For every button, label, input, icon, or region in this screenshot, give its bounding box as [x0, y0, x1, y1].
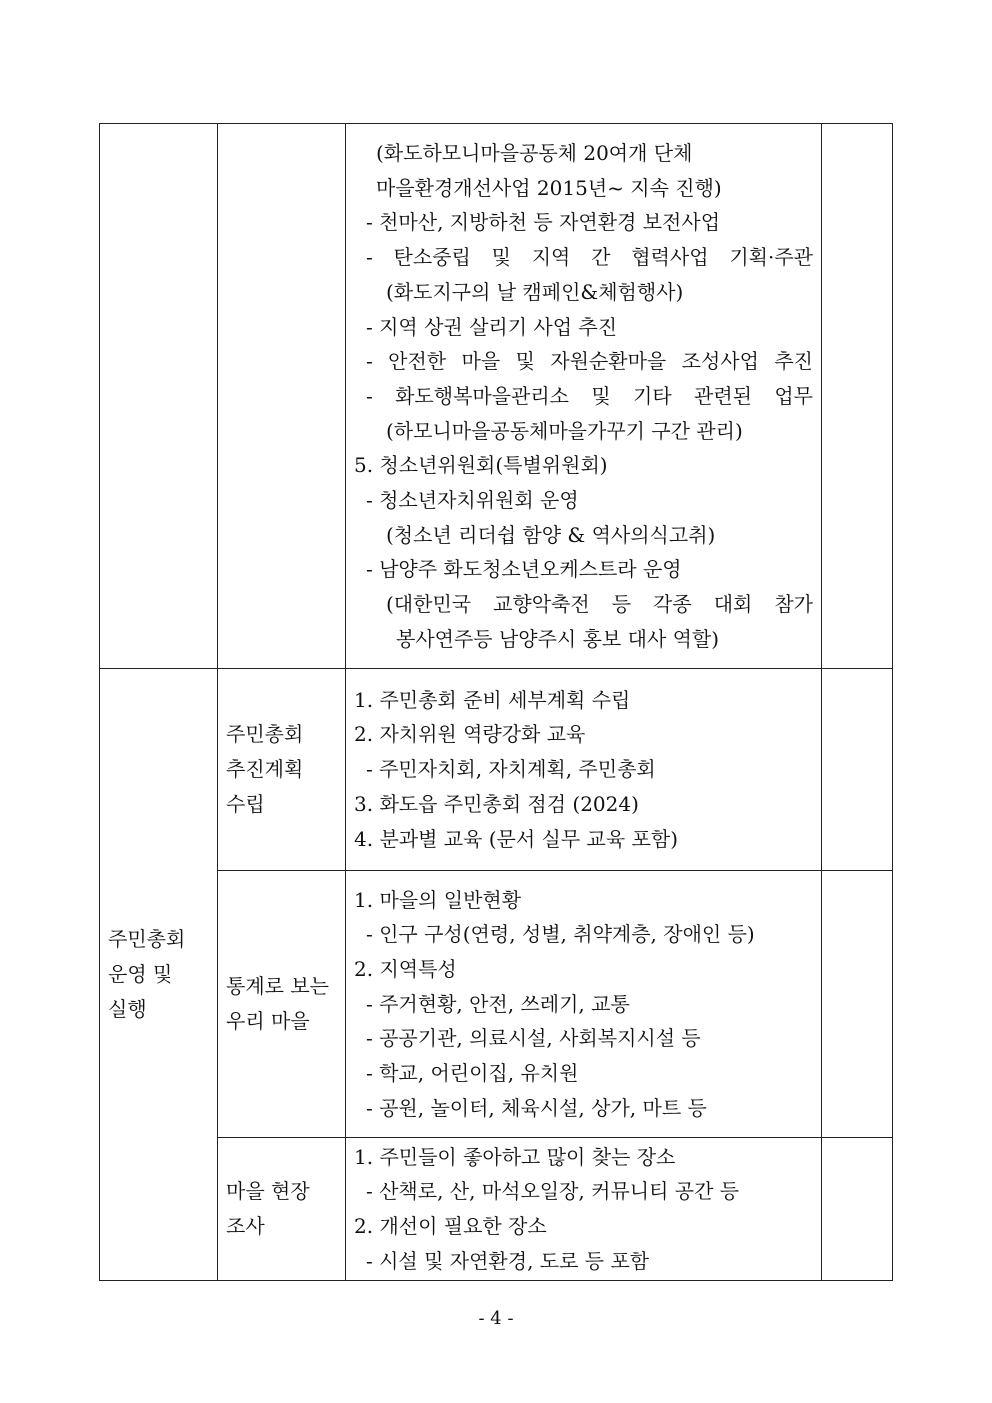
subcategory-label-line: 주민총회: [226, 722, 304, 747]
table-row: [100, 1138, 893, 1281]
content-line: (화도하모니마을공동체 20여개 단체: [376, 141, 693, 165]
content-line: - 천마산, 지방하천 등 자연환경 보전사업: [366, 210, 721, 235]
subcategory-label-line: 우리 마을: [226, 1009, 310, 1033]
category-label-line: 실행: [108, 996, 147, 1021]
subcategory-cell: [218, 871, 346, 1138]
content-line: 3. 화도읍 주민총회 점검 (2024): [354, 791, 639, 816]
subcategory-cell: [218, 124, 346, 669]
category-label-line: 주민총회: [108, 927, 186, 952]
category-label-line: 운영 및: [108, 962, 173, 987]
content-line: (대한민국 교향악축전 등 각종 대회 참가: [386, 592, 813, 617]
document-table: [99, 123, 893, 1281]
content-cell: [346, 871, 822, 1138]
content-line: - 주민자치회, 자치계획, 주민총회: [366, 757, 656, 782]
content-line: - 지역 상권 살리기 사업 추진: [366, 314, 618, 339]
content-line: - 탄소중립 및 지역 간 협력사업 기획·주관: [366, 245, 813, 270]
content-line: - 청소년자치위원회 운영: [366, 488, 579, 513]
table-row: [100, 669, 893, 871]
subcategory-label-line: 조사: [226, 1214, 265, 1238]
content-line: - 산책로, 산, 마석오일장, 커뮤니티 공간 등: [366, 1179, 740, 1204]
content-cell: [346, 124, 822, 669]
subcategory-label-line: 마을 현장: [226, 1179, 310, 1204]
content-line: - 주거현황, 안전, 쓰레기, 교통: [366, 991, 630, 1016]
content-line: 5. 청소년위원회(특별위원회): [354, 453, 608, 478]
category-cell: [100, 124, 218, 669]
content-line: - 화도행복마을관리소 및 기타 관련된 업무: [366, 383, 813, 408]
page-number: - 4 -: [478, 1308, 514, 1329]
content-line: 1. 마을의 일반현황: [354, 887, 522, 912]
table-row: [100, 124, 893, 669]
content-line: (화도지구의 날 캠페인&체험행사): [386, 279, 684, 304]
remarks-cell: [822, 871, 893, 1138]
remarks-cell: [822, 669, 893, 871]
table-row: [100, 871, 893, 1138]
content-line: 1. 주민총회 준비 세부계획 수립: [354, 687, 631, 712]
subcategory-cell: [218, 669, 346, 871]
subcategory-label-line: 추진계획: [226, 757, 304, 782]
content-line: - 시설 및 자연환경, 도로 등 포함: [366, 1248, 650, 1273]
content-line: (청소년 리더쉽 함양 & 역사의식고취): [386, 522, 716, 547]
subcategory-label-line: 수립: [226, 791, 265, 816]
content-line: 1. 주민들이 좋아하고 많이 찾는 장소: [354, 1144, 676, 1169]
content-cell: [346, 669, 822, 871]
content-line: - 안전한 마을 및 자원순환마을 조성사업 추진: [366, 349, 813, 374]
content-line: 마을환경개선사업 2015년~ 지속 진행): [376, 175, 722, 200]
category-cell: [100, 669, 218, 1281]
content-line: 봉사연주등 남양주시 홍보 대사 역할): [396, 626, 720, 651]
content-line: - 인구 구성(연령, 성별, 취약계층, 장애인 등): [366, 922, 755, 947]
remarks-cell: [822, 1138, 893, 1281]
content-cell: [346, 1138, 822, 1281]
subcategory-label-line: 통계로 보는: [226, 974, 329, 999]
content-line: 4. 분과별 교육 (문서 실무 교육 포함): [354, 826, 678, 851]
content-line: 2. 개선이 필요한 장소: [354, 1214, 547, 1238]
subcategory-cell: [218, 1138, 346, 1281]
content-line: 2. 자치위원 역량강화 교육: [354, 722, 586, 747]
content-line: - 남양주 화도청소년오케스트라 운영: [366, 557, 682, 582]
content-line: - 학교, 어린이집, 유치원: [366, 1061, 579, 1086]
content-line: - 공원, 놀이터, 체육시설, 상가, 마트 등: [366, 1095, 707, 1120]
content-line: (하모니마을공동체마을가꾸기 구간 관리): [386, 418, 743, 443]
content-line: 2. 지역특성: [354, 956, 457, 981]
remarks-cell: [822, 124, 893, 669]
content-line: - 공공기관, 의료시설, 사회복지시설 등: [366, 1026, 701, 1051]
